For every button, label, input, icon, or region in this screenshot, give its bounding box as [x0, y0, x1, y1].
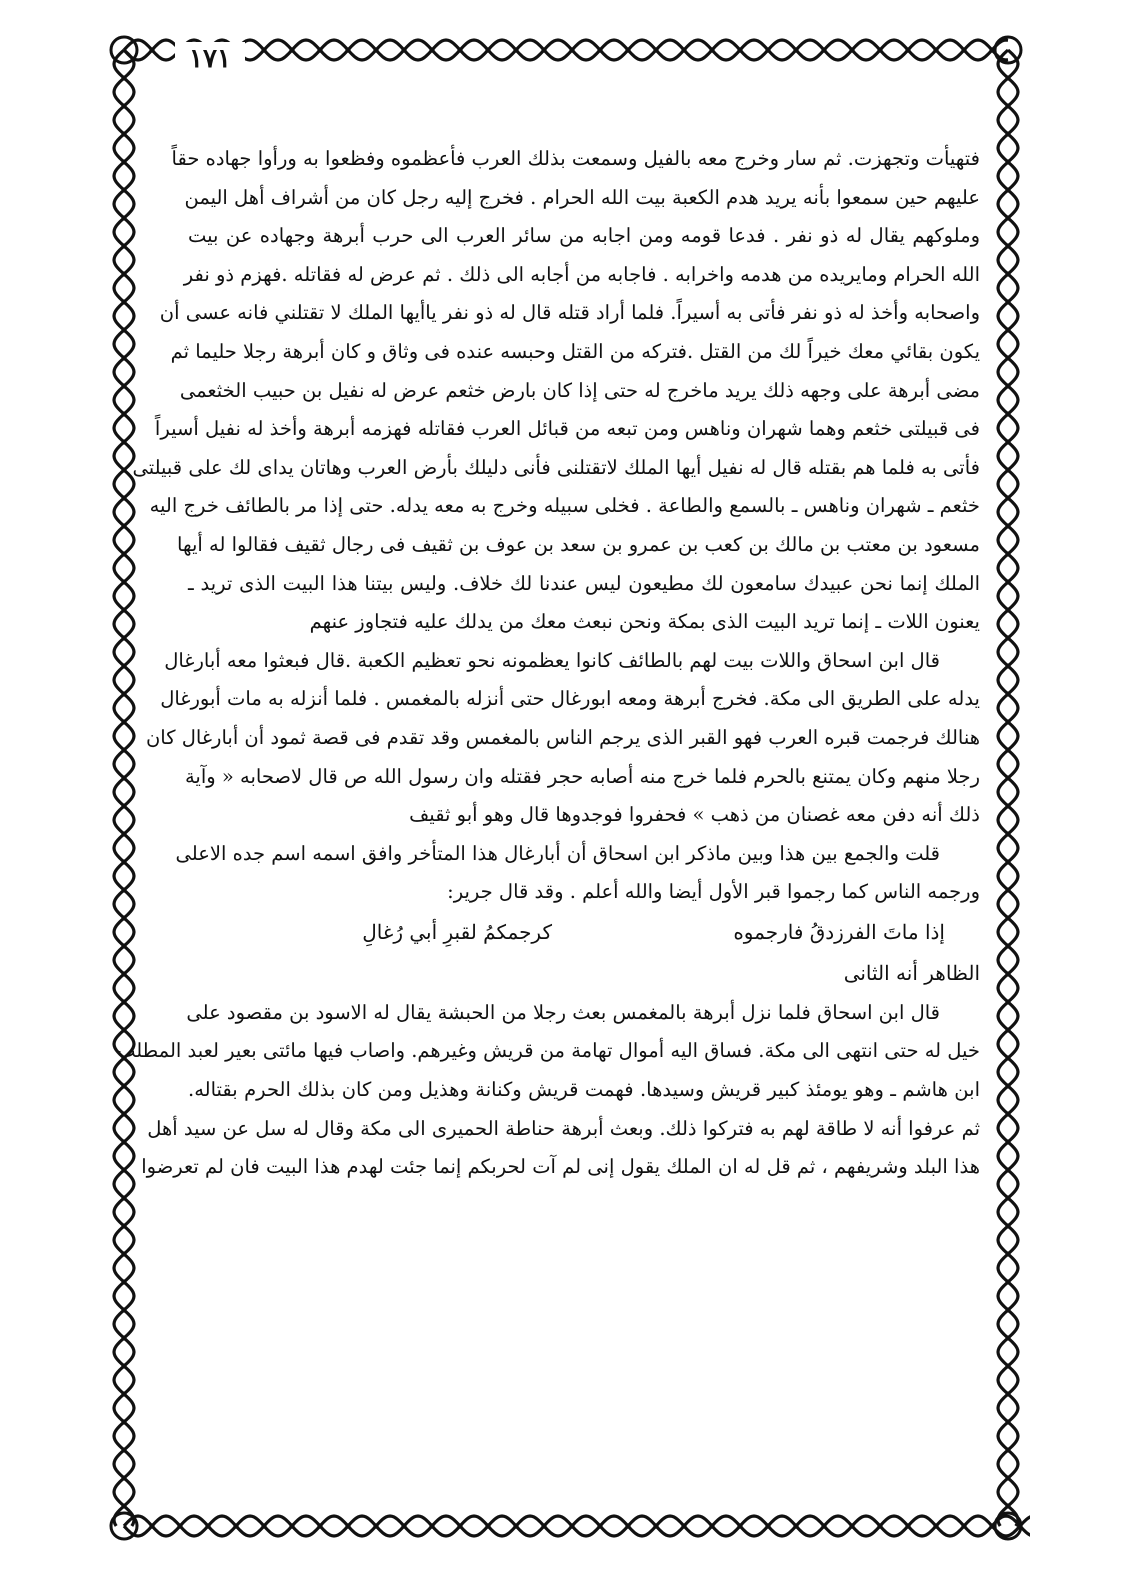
border-braid-knot	[1005, 999, 1010, 1004]
border-braid-knot	[121, 663, 126, 668]
border-braid-knot	[1005, 1279, 1010, 1284]
border-braid-knot	[261, 47, 266, 52]
text-line: واصحابه وأخذ له ذو نفر فأتى به أسيراً. فلما أراد قتله قال له ذو نفر ياأيها الملك لا تقتلني فانه عسى أن	[159, 301, 980, 325]
border-braid-knot	[905, 1523, 910, 1528]
border-braid-knot	[121, 1419, 126, 1424]
border-braid-knot	[1005, 1111, 1010, 1116]
border-braid-knot	[1005, 1027, 1010, 1032]
text-line: قال ابن اسحاق فلما نزل أبرهة بالمغمس بعث رجلا من الحبشة يقال له الاسود بن مقصود على	[186, 1000, 940, 1024]
paragraph-3	[175, 835, 980, 912]
border-braid-knot	[681, 47, 686, 52]
border-braid-knot	[849, 1523, 854, 1528]
border-braid-knot	[541, 1523, 546, 1528]
editor-comment: الظاهر أنه الثانى	[843, 960, 980, 985]
border-braid-knot	[849, 47, 854, 52]
border-braid-knot	[1005, 271, 1010, 276]
border-braid-knot	[1005, 747, 1010, 752]
border-braid-knot	[1005, 1055, 1010, 1060]
text-line: فى قبيلتى خثعم وهما شهران وناهس ومن تبعه من قبائل العرب فقاتله فهزمه أبرهة وأخذ له نفيل أسيراً	[154, 417, 980, 441]
border-braid-knot	[513, 1523, 518, 1528]
text-line: رجلا منهم وكان يمتنع بالحرم فلما خرج منه أصابه حجر فقتله وان رسول الله ص قال لاصحابه « وآية	[184, 764, 980, 788]
border-braid-knot	[1005, 187, 1010, 192]
border-braid-knot	[121, 467, 126, 472]
border-braid-knot	[373, 1523, 378, 1528]
border-braid-knot	[121, 1279, 126, 1284]
page-text	[117, 140, 980, 1187]
text-line: ابن هاشم ـ وهو يومئذ كبير قريش وسيدها. فهمت قريش وكنانة وهذيل ومن كان بذلك الحرم بقتاله.	[188, 1078, 980, 1102]
border-braid-knot	[121, 439, 126, 444]
border-braid-knot	[513, 47, 518, 52]
border-braid-knot	[121, 747, 126, 752]
border-braid-knot	[121, 831, 126, 836]
text-line: مسعود بن معتب بن مالك بن كعب بن عمرو بن سعد بن عوف بن ثقيف فى رجال ثقيف فقالوا له أيها	[177, 532, 980, 556]
text-line: يكون بقائي معك خيراً لك من القتل .فتركه من القتل وحبسه عنده فى وثاق و كان أبرهة رجلا حليما ثم	[170, 339, 980, 363]
border-braid-knot	[1005, 1475, 1010, 1480]
border-braid-knot	[121, 635, 126, 640]
text-line: ثم عرفوا أنه لا طاقة لهم به فتركوا ذلك. وبعث أبرهة حناطة الحميرى الى مكة وقال له سل عن سيد أهل	[147, 1116, 980, 1140]
border-braid-knot	[625, 1523, 630, 1528]
border-braid-knot	[1005, 467, 1010, 472]
border-braid-knot	[121, 971, 126, 976]
border-braid-knot	[1005, 355, 1010, 360]
border-braid-knot	[121, 271, 126, 276]
border-braid-knot	[933, 1523, 938, 1528]
text-line: هنالك فرجمت قبره العرب فهو القبر الذى يرجم الناس بالمغمس وقد تقدم فى قصة ثمود أن أبارغال كان	[145, 725, 980, 749]
border-braid-knot	[485, 1523, 490, 1528]
border-braid-knot	[429, 1523, 434, 1528]
border-braid-knot	[121, 187, 126, 192]
border-braid-knot	[1005, 243, 1010, 248]
border-braid-knot	[177, 1523, 182, 1528]
border-braid-knot	[1005, 663, 1010, 668]
border-braid-knot	[1005, 1167, 1010, 1172]
border-braid-knot	[121, 383, 126, 388]
text-line: قال ابن اسحاق واللات بيت لهم بالطائف كانوا يعظمونه نحو تعظيم الكعبة .قال فبعثوا معه أبارغال	[164, 648, 940, 672]
border-braid-knot	[1005, 551, 1010, 556]
border-braid-knot	[485, 47, 490, 52]
border-braid-knot	[1005, 159, 1010, 164]
text-line: فتهيأت وتجهزت. ثم سار وخرج معه بالفيل وسمعت بذلك العرب فأعظموه وفظعوا به ورأوا جهاده حقاً	[171, 147, 980, 170]
border-braid-knot	[1005, 1419, 1010, 1424]
text-line: وملوكهم يقال له ذو نفر . فدعا قومه ومن اجابه من سائر العرب الى حرب أبرهة وجهاده عن بيت	[188, 224, 980, 248]
border-braid-knot	[121, 887, 126, 892]
border-braid-knot	[121, 1475, 126, 1480]
border-braid-knot	[1005, 1307, 1010, 1312]
border-braid-knot	[877, 47, 882, 52]
border-braid-knot	[1005, 1503, 1010, 1508]
border-braid-knot	[121, 803, 126, 808]
border-braid-knot	[653, 47, 658, 52]
border-braid-knot	[121, 1503, 126, 1508]
border-braid-knot	[345, 1523, 350, 1528]
text-line: خيل له حتى انتهى الى مكة. فساق اليه أموال تهامة من قريش وغيرهم. واصاب فيها مائتى بعير لعبد المطلب	[117, 1039, 980, 1063]
border-braid-knot	[1005, 215, 1010, 220]
text-line: يدله على الطريق الى مكة. فخرج أبرهة ومعه ابورغال حتى أنزله بالمغمس . فلما أنزله به مات أبورغال	[160, 687, 980, 711]
border-braid-knot	[1005, 1139, 1010, 1144]
border-braid-knot	[121, 355, 126, 360]
border-braid-knot	[121, 719, 126, 724]
text-line: الملك إنما نحن عبيدك سامعون لك مطيعون ليس عندنا لك خلاف. وليس بيتنا هذا البيت الذى تريد ـ	[188, 571, 980, 595]
text-line: ذلك أنه دفن معه غصنان من ذهب » فحفروا فوجدوها قال وهو أبو ثقيف	[409, 803, 980, 827]
border-braid-knot	[121, 523, 126, 528]
border-braid-knot	[933, 47, 938, 52]
border-braid-knot	[121, 859, 126, 864]
border-braid-knot	[1005, 943, 1010, 948]
border-braid-knot	[121, 131, 126, 136]
border-braid-knot	[1005, 299, 1010, 304]
border-braid-knot	[457, 1523, 462, 1528]
border-braid-knot	[121, 579, 126, 584]
border-braid-knot	[121, 607, 126, 612]
text-line: الله الحرام ومايريده من هدمه واخرابه . فاجابه من أجابه الى ذلك . ثم عرض له فقاتله .فهزم ذو نفر	[183, 262, 980, 286]
border-braid-knot	[121, 243, 126, 248]
border-braid-knot	[1005, 607, 1010, 612]
border-braid-knot	[1005, 971, 1010, 976]
border-braid-knot	[401, 47, 406, 52]
border-braid-knot	[765, 1523, 770, 1528]
border-braid-knot	[961, 1523, 966, 1528]
border-braid-knot	[121, 1083, 126, 1088]
border-braid-knot	[1005, 859, 1010, 864]
border-braid-knot	[905, 47, 910, 52]
border-braid-knot	[121, 215, 126, 220]
border-braid-knot	[121, 1139, 126, 1144]
border-braid-knot	[233, 1523, 238, 1528]
border-braid-knot	[1005, 1447, 1010, 1452]
border-braid-knot	[597, 1523, 602, 1528]
text-line: هذا البلد وشريفهم ، ثم قل له ان الملك يقول إنى لم آت لحربكم إنما جئت لهدم هذا البيت فان لم تعرضوا	[141, 1155, 980, 1179]
border-braid-knot	[121, 103, 126, 108]
border-braid-knot	[737, 1523, 742, 1528]
border-braid-knot	[765, 47, 770, 52]
border-braid-knot	[709, 47, 714, 52]
border-braid-knot	[261, 1523, 266, 1528]
border-braid-knot	[149, 1523, 154, 1528]
border-braid-knot	[1005, 327, 1010, 332]
border-braid-knot	[121, 915, 126, 920]
border-braid-knot	[653, 1523, 658, 1528]
border-braid-knot	[121, 299, 126, 304]
border-braid-knot	[1005, 75, 1010, 80]
border-braid-knot	[1005, 775, 1010, 780]
border-braid-knot	[1005, 1363, 1010, 1368]
border-braid-knot	[149, 47, 154, 52]
border-braid-knot	[569, 1523, 574, 1528]
border-braid-knot	[1005, 411, 1010, 416]
border-braid-knot	[121, 159, 126, 164]
border-braid-knot	[121, 1223, 126, 1228]
verse-hemistich-2: كرجمكمُ لقبرِ أبي رُغالِ	[362, 919, 552, 944]
border-braid-knot	[1005, 579, 1010, 584]
paragraph-2	[145, 642, 980, 835]
border-braid-knot	[681, 1523, 686, 1528]
border-braid-knot	[121, 943, 126, 948]
text-line: عليهم حين سمعوا بأنه يريد هدم الكعبة بيت الله الحرام . فخرج إليه رجل كان من أشراف أهل اليمن	[184, 185, 980, 209]
paragraph-4	[117, 994, 980, 1187]
border-braid-knot	[1005, 1223, 1010, 1228]
border-braid-knot	[121, 1363, 126, 1368]
border-braid-knot	[289, 47, 294, 52]
border-braid-knot	[121, 1167, 126, 1172]
border-braid-knot	[1005, 831, 1010, 836]
poetry-verse	[188, 912, 980, 952]
border-braid-knot	[625, 47, 630, 52]
border-braid-knot	[121, 411, 126, 416]
border-braid-knot	[373, 47, 378, 52]
border-braid-knot	[709, 1523, 714, 1528]
border-braid-knot	[877, 1523, 882, 1528]
border-braid-knot	[1005, 1195, 1010, 1200]
border-braid-knot	[737, 47, 742, 52]
border-braid-knot	[121, 327, 126, 332]
border-braid-knot	[1005, 1335, 1010, 1340]
border-braid-knot	[569, 47, 574, 52]
border-braid-knot	[457, 47, 462, 52]
border-braid-knot	[1005, 103, 1010, 108]
border-braid-knot	[121, 1111, 126, 1116]
border-braid-knot	[1005, 691, 1010, 696]
border-braid-knot	[1005, 1391, 1010, 1396]
border-braid-knot	[121, 1335, 126, 1340]
text-line: مضى أبرهة على وجهه ذلك يريد ماخرج له حتى إذا كان بارض خثعم عرض له نفيل بن حبيب الخثعمى	[179, 378, 980, 402]
page-number: ١٧١	[175, 42, 245, 76]
verse-hemistich-1: إذا ماتَ الفرزدقُ فارجموه	[733, 919, 945, 944]
border-braid-knot	[317, 47, 322, 52]
border-braid-knot	[821, 1523, 826, 1528]
border-braid-knot	[793, 1523, 798, 1528]
border-braid-knot	[317, 1523, 322, 1528]
border-braid-knot	[121, 1307, 126, 1312]
border-braid-knot	[121, 691, 126, 696]
border-braid-knot	[1005, 439, 1010, 444]
border-braid-knot	[1005, 635, 1010, 640]
border-braid-knot	[1005, 1083, 1010, 1088]
border-braid-knot	[121, 75, 126, 80]
border-braid-knot	[401, 1523, 406, 1528]
border-braid-knot	[1005, 915, 1010, 920]
border-braid-knot	[1005, 719, 1010, 724]
border-braid-knot	[793, 47, 798, 52]
border-braid-knot	[121, 999, 126, 1004]
text-line: يعنون اللات ـ إنما تريد البيت الذى بمكة ونحن نبعث معك من يدلك عليه فتجاوز عنهم	[309, 610, 980, 634]
text-line: فأتى به فلما هم بقتله قال له نفيل أيها الملك لاتقتلنى فأنى دليلك بأرض العرب وهاتان يداى لك على قبيلتى	[132, 455, 980, 479]
border-braid-knot	[121, 551, 126, 556]
border-braid-knot	[121, 1447, 126, 1452]
border-braid-knot	[121, 1251, 126, 1256]
border-braid-knot	[121, 495, 126, 500]
border-braid-knot	[1005, 803, 1010, 808]
paragraph-1	[132, 140, 980, 642]
border-braid-knot	[1005, 887, 1010, 892]
border-braid-knot	[289, 1523, 294, 1528]
text-line: قلت والجمع بين هذا وبين ماذكر ابن اسحاق أن أبارغال هذا المتأخر وافق اسمه اسم جده الاعلى	[175, 841, 940, 865]
border-braid-knot	[1005, 1251, 1010, 1256]
border-braid-knot	[205, 1523, 210, 1528]
border-braid-knot	[345, 47, 350, 52]
border-braid-knot	[429, 47, 434, 52]
border-braid-knot	[1005, 383, 1010, 388]
border-braid-knot	[821, 47, 826, 52]
border-braid-knot	[1005, 495, 1010, 500]
text-line: ورجمه الناس كما رجموا قبر الأول أيضا والله أعلم . وقد قال جرير:	[447, 880, 980, 904]
text-line: خثعم ـ شهران وناهس ـ بالسمع والطاعة . فخلى سبيله وخرج به معه يدله. حتى إذا مر بالطائف خرج اليه	[149, 494, 980, 518]
border-braid-knot	[1005, 523, 1010, 528]
border-braid-knot	[1005, 131, 1010, 136]
border-braid-knot	[121, 1391, 126, 1396]
border-braid-knot	[541, 47, 546, 52]
border-braid-knot	[597, 47, 602, 52]
border-braid-knot	[961, 47, 966, 52]
border-braid-knot	[121, 1195, 126, 1200]
border-braid-knot	[121, 775, 126, 780]
